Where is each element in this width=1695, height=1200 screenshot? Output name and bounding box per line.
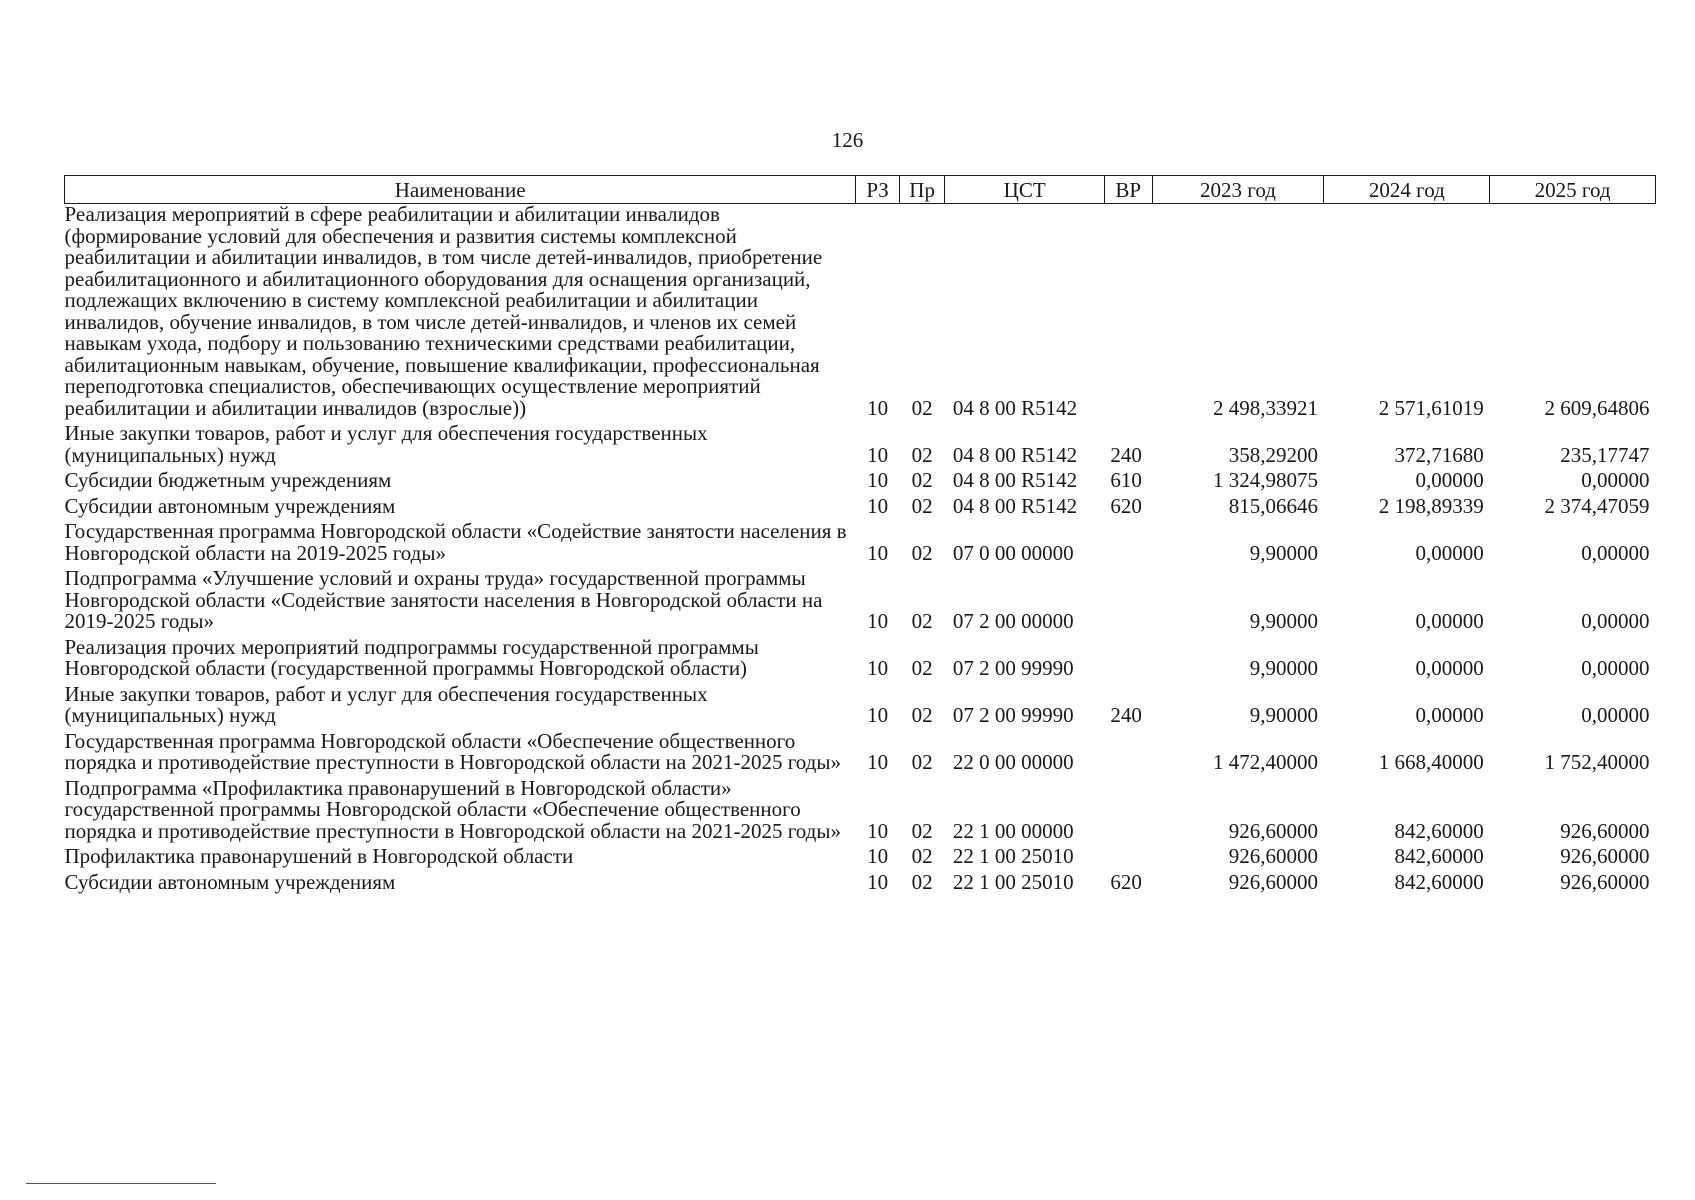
table-row — [65, 846, 1656, 872]
row-2025: 0,00000 — [1581, 703, 1650, 727]
footer-divider — [26, 1183, 216, 1184]
table-row — [65, 204, 1656, 424]
row-2023: 926,60000 — [1228, 844, 1318, 868]
row-2025: 235,17747 — [1560, 442, 1650, 467]
row-2025: 0,00000 — [1581, 656, 1650, 680]
row-2025: 926,60000 — [1560, 869, 1650, 894]
row-vr — [1104, 846, 1152, 872]
row-2024: 842,60000 — [1394, 844, 1484, 868]
row-vr — [1104, 204, 1152, 424]
header-rz: РЗ — [856, 176, 900, 204]
row-pr: 02 — [911, 395, 933, 420]
row-2025: 0,00000 — [1581, 468, 1650, 492]
row-2023: 815,06646 — [1228, 493, 1318, 518]
row-name: Подпрограмма «Профилактика правонарушений в Новгородской области» государственной программы Новгородской области «Обеспечение общественного порядка и противодействие преступности в Новгородской области на 2021-2025 годы» — [64, 775, 841, 843]
row-vr — [1104, 568, 1152, 637]
row-2023: 9,90000 — [1249, 703, 1318, 727]
row-cst: 22 1 00 25010 — [952, 869, 1074, 894]
row-name: Иные закупки товаров, работ и услуг для обеспечения государственных (муниципальных) нужд — [64, 681, 708, 727]
row-2023: 2 498,33921 — [1212, 395, 1318, 420]
row-pr: 02 — [911, 493, 933, 518]
row-2023: 9,90000 — [1249, 609, 1318, 633]
row-name: Иные закупки товаров, работ и услуг для обеспечения государственных (муниципальных) нужд — [64, 421, 708, 467]
row-name: Государственная программа Новгородской области «Содействие занятости населения в Новгородской области на 2019-2025 годы» — [64, 519, 847, 565]
row-name: Реализация прочих мероприятий подпрограммы государственной программы Новгородской области (государственной программы Новгородской области) — [64, 634, 759, 680]
row-vr: 610 — [1110, 468, 1142, 492]
row-cst: 07 0 00 00000 — [952, 540, 1074, 565]
table-row — [65, 637, 1656, 684]
row-2024: 0,00000 — [1415, 540, 1484, 565]
header-2023: 2023 год — [1152, 176, 1324, 204]
header-vr: ВР — [1104, 176, 1152, 204]
row-pr: 02 — [911, 844, 933, 868]
row-2023: 9,90000 — [1249, 540, 1318, 565]
table-row — [65, 470, 1656, 496]
row-name: Государственная программа Новгородской области «Обеспечение общественного порядка и противодействие преступности в Новгородской области на 2021-2025 годы» — [64, 728, 841, 774]
table-row — [65, 872, 1656, 898]
row-vr: 620 — [1110, 493, 1142, 518]
row-cst: 07 2 00 99990 — [952, 656, 1074, 680]
row-2025: 926,60000 — [1560, 818, 1650, 843]
row-2025: 926,60000 — [1560, 844, 1650, 868]
row-rz: 10 — [867, 703, 889, 727]
row-vr: 240 — [1110, 442, 1142, 467]
table-row — [65, 423, 1656, 470]
row-vr — [1104, 778, 1152, 847]
row-pr: 02 — [911, 609, 933, 633]
row-name: Субсидии автономным учреждениям — [64, 869, 396, 894]
table-row — [65, 521, 1656, 568]
row-2025: 2 609,64806 — [1544, 395, 1650, 420]
table-row — [65, 684, 1656, 731]
table-row — [65, 496, 1656, 522]
row-cst: 07 2 00 00000 — [952, 609, 1074, 633]
row-rz: 10 — [867, 656, 889, 680]
row-cst: 04 8 00 R5142 — [952, 442, 1078, 467]
row-name: Субсидии бюджетным учреждениям — [64, 468, 392, 492]
row-2025: 0,00000 — [1581, 540, 1650, 565]
row-2023: 358,29200 — [1228, 442, 1318, 467]
row-rz: 10 — [867, 869, 889, 894]
row-cst: 22 1 00 25010 — [952, 844, 1074, 868]
header-cst: ЦСТ — [945, 176, 1105, 204]
row-name: Подпрограмма «Улучшение условий и охраны труда» государственной программы Новгородской области «Содействие занятости населения в Новгородской области на 2019-2025 годы» — [64, 566, 823, 633]
row-name: Профилактика правонарушений в Новгородской области — [64, 844, 574, 868]
header-2025: 2025 год — [1490, 176, 1656, 204]
row-rz: 10 — [867, 442, 889, 467]
row-2023: 1 324,98075 — [1212, 468, 1318, 492]
row-pr: 02 — [911, 703, 933, 727]
row-2024: 2 198,89339 — [1378, 493, 1484, 518]
row-2025: 0,00000 — [1581, 609, 1650, 633]
row-cst: 04 8 00 R5142 — [952, 395, 1078, 420]
row-rz: 10 — [867, 540, 889, 565]
row-2023: 1 472,40000 — [1212, 750, 1318, 774]
row-2024: 0,00000 — [1415, 609, 1484, 633]
row-rz: 10 — [867, 468, 889, 492]
row-pr: 02 — [911, 656, 933, 680]
row-vr — [1104, 731, 1152, 778]
row-pr: 02 — [911, 818, 933, 843]
row-rz: 10 — [867, 818, 889, 843]
table-row — [65, 778, 1656, 847]
row-cst: 04 8 00 R5142 — [952, 493, 1078, 518]
row-2024: 842,60000 — [1394, 869, 1484, 894]
row-2025: 1 752,40000 — [1544, 750, 1650, 774]
row-rz: 10 — [867, 844, 889, 868]
row-pr: 02 — [911, 750, 933, 774]
row-rz: 10 — [867, 609, 889, 633]
row-2025: 2 374,47059 — [1544, 493, 1650, 518]
row-pr: 02 — [911, 540, 933, 565]
table-row — [65, 568, 1656, 637]
row-2023: 926,60000 — [1228, 869, 1318, 894]
row-2024: 0,00000 — [1415, 656, 1484, 680]
header-name: Наименование — [65, 176, 856, 204]
row-cst: 07 2 00 99990 — [952, 703, 1074, 727]
row-2024: 2 571,61019 — [1378, 395, 1484, 420]
row-2023: 926,60000 — [1228, 818, 1318, 843]
row-name: Реализация мероприятий в сфере реабилитации и абилитации инвалидов (формирование условий для обеспечения и развития системы комплексной реабилитации и абилитации инвалидов, в том числе детей-инвалидов, приобретение реабилитационного и абилитационного оборудования для оснащения организаций, подлежащих включению в систему комплексной реабилитации и абилитации инвалидов, обучение инвалидов, в том числе детей-инвалидов, и членов их семей навыкам ухода, подбору и пользованию техническими средствами реабилитации, абилитационным навыкам, обучение, повышение квалификации, профессиональная переподготовка специалистов, обеспечивающих осуществление мероприятий реабилитации и абилитации инвалидов (взрослые)) — [64, 202, 823, 420]
row-2024: 0,00000 — [1415, 468, 1484, 492]
row-vr: 620 — [1110, 869, 1142, 894]
row-pr: 02 — [911, 468, 933, 492]
row-2024: 0,00000 — [1415, 703, 1484, 727]
row-rz: 10 — [867, 493, 889, 518]
header-pr: Пр — [899, 176, 945, 204]
row-rz: 10 — [867, 750, 889, 774]
table-header-row — [65, 176, 1656, 204]
row-2024: 842,60000 — [1394, 818, 1484, 843]
budget-table — [64, 175, 1656, 897]
row-cst: 22 1 00 00000 — [952, 818, 1074, 843]
row-2024: 1 668,40000 — [1378, 750, 1484, 774]
page-number: 126 — [831, 128, 864, 152]
header-2024: 2024 год — [1324, 176, 1490, 204]
row-rz: 10 — [867, 395, 889, 420]
table-row — [65, 731, 1656, 778]
row-name: Субсидии автономным учреждениям — [64, 493, 396, 518]
row-vr — [1104, 637, 1152, 684]
row-cst: 04 8 00 R5142 — [952, 468, 1078, 492]
row-pr: 02 — [911, 442, 933, 467]
row-vr: 240 — [1110, 703, 1142, 727]
row-2024: 372,71680 — [1394, 442, 1484, 467]
row-2023: 9,90000 — [1249, 656, 1318, 680]
row-vr — [1104, 521, 1152, 568]
row-pr: 02 — [911, 869, 933, 894]
row-cst: 22 0 00 00000 — [952, 750, 1074, 774]
